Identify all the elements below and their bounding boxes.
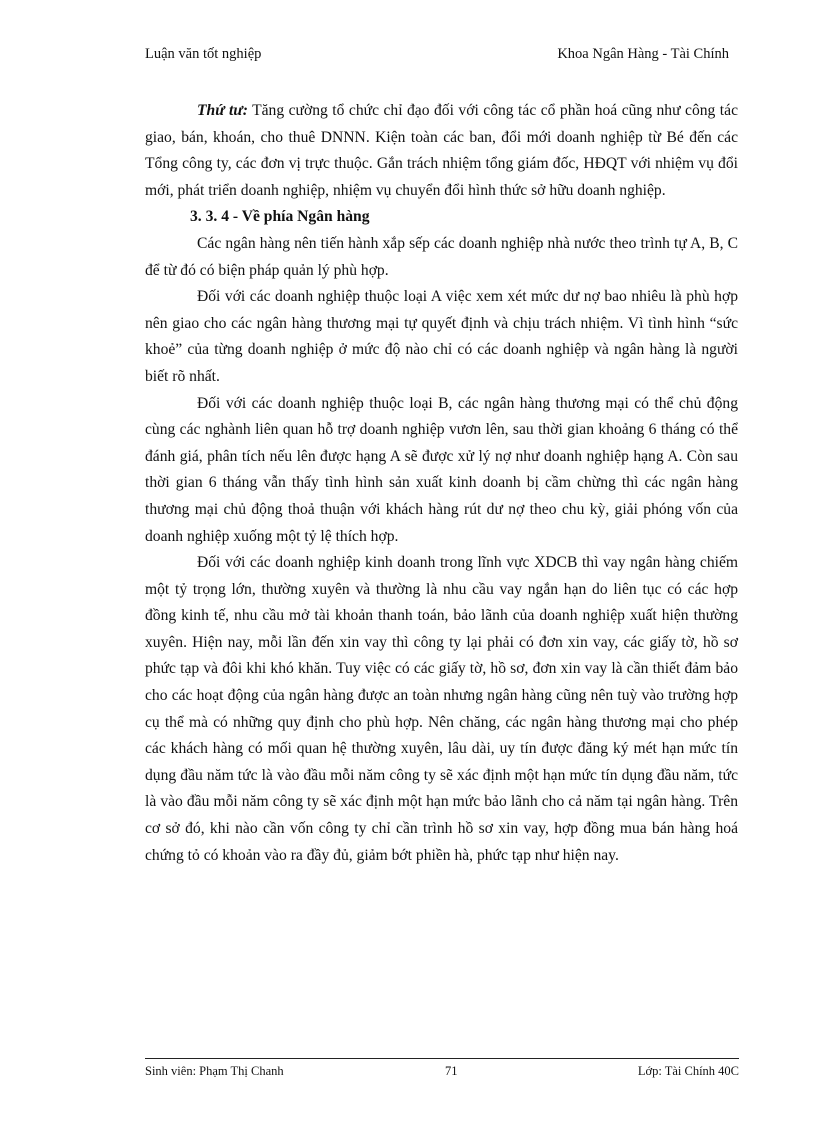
paragraph-type-a: Đối với các doanh nghiệp thuộc loại A việc xem xét mức dư nợ bao nhiêu là phù hợp nên giao cho các ngân hàng thương mại tự quyết định và chịu trách nhiệm. Vì tình hình “sức khoẻ” của từng doanh nghiệp ở mức độ nào chỉ có các doanh nghiệp và ngân hàng là người biết rõ nhất. xyxy=(145,288,738,385)
page-footer xyxy=(145,1064,739,1082)
paragraph-lead: Thứ tư: xyxy=(197,102,248,119)
paragraph-type-b: Đối với các doanh nghiệp thuộc loại B, các ngân hàng thương mại có thể chủ động cùng các nghành liên quan hỗ trợ doanh nghiệp vươn lên, sau thời gian khoảng 6 tháng có thể đánh giá, phân tích nếu lên được hạng A sẽ được xử lý nợ như doanh nghiệp hạng A. Còn sau thời gian 6 tháng vẫn thấy tình hình sản xuất kinh doanh bị cầm chừng thì các ngân hàng thương mại chủ động thoả thuận với khách hàng rút dư nợ theo chu kỳ, giải phóng vốn của doanh nghiệp xuống một tỷ lệ thích hợp. xyxy=(145,394,738,545)
paragraph-xdcb: Đối với các doanh nghiệp kinh doanh trong lĩnh vực XDCB thì vay ngân hàng chiếm một tỷ trọng lớn, thường xuyên và thường là nhu cầu vay ngắn hạn do liên tục có các hợp đồng kinh tế, nhu cầu mở tài khoản thanh toán, bảo lãnh của doanh nghiệp xuất hiện thường xuyên. Hiện nay, mỗi lần đến xin vay thì công ty lại phải có đơn xin vay, các giấy tờ, hồ sơ phức tạp và đôi khi khó khăn. Tuy việc có các giấy tờ, hồ sơ, đơn xin vay là cần thiết đảm bảo cho các hoạt động của ngân hàng được an toàn nhưng ngân hàng cũng nên tuỳ vào trường hợp cụ thể mà có những quy định cho phù hợp. Nên chăng, các ngân hàng thương mại cho phép các khách hàng có mối quan hệ thường xuyên, lâu dài, uy tín được đăng ký mét hạn mức tín dụng đầu năm tức là vào đầu mỗi năm công ty sẽ xác định một hạn mức tín dụng đầu năm, tức là vào đầu mỗi năm công ty sẽ xác định một hạn mức bảo lãnh cho cả năm tại ngân hàng. Trên cơ sở đó, khi nào cần vốn công ty chỉ cần trình hồ sơ xin vay, hợp đồng mua bán hàng hoá chứng tỏ có khoản vào ra đầy đủ, giảm bớt phiền hà, phức tạp như hiện nay. xyxy=(145,554,738,864)
page-number: 71 xyxy=(445,1064,458,1078)
footer-student: Sinh viên: Phạm Thị Chanh xyxy=(145,1064,284,1078)
header-faculty: Khoa Ngân Hàng - Tài Chính xyxy=(557,46,729,62)
footer-divider xyxy=(145,1058,739,1059)
page-header xyxy=(145,46,737,66)
paragraph-ordering: Các ngân hàng nên tiến hành xắp sếp các doanh nghiệp nhà nước theo trình tự A, B, C để từ đó có biện pháp quản lý phù hợp. xyxy=(145,234,738,279)
document-body xyxy=(145,98,738,869)
paragraph-text: Tăng cường tổ chức chỉ đạo đối với công tác cổ phần hoá cũng như công tác giao, bán, khoán, cho thuê DNNN. Kiện toàn các ban, đổi mới doanh nghiệp từ Bé đến các Tổng công ty, các đơn vị trực thuộc. Gắn trách nhiệm tổng giám đốc, HĐQT với nhiệm vụ đổi mới, phát triển doanh nghiệp, nhiệm vụ chuyển đổi hình thức sở hữu doanh nghiệp. xyxy=(145,102,738,199)
section-heading: 3. 3. 4 - Về phía Ngân hàng xyxy=(190,208,370,226)
footer-class: Lớp: Tài Chính 40C xyxy=(637,1064,739,1078)
header-thesis-title: Luận văn tốt nghiệp xyxy=(145,46,262,62)
paragraph-thu-tu xyxy=(145,98,738,204)
